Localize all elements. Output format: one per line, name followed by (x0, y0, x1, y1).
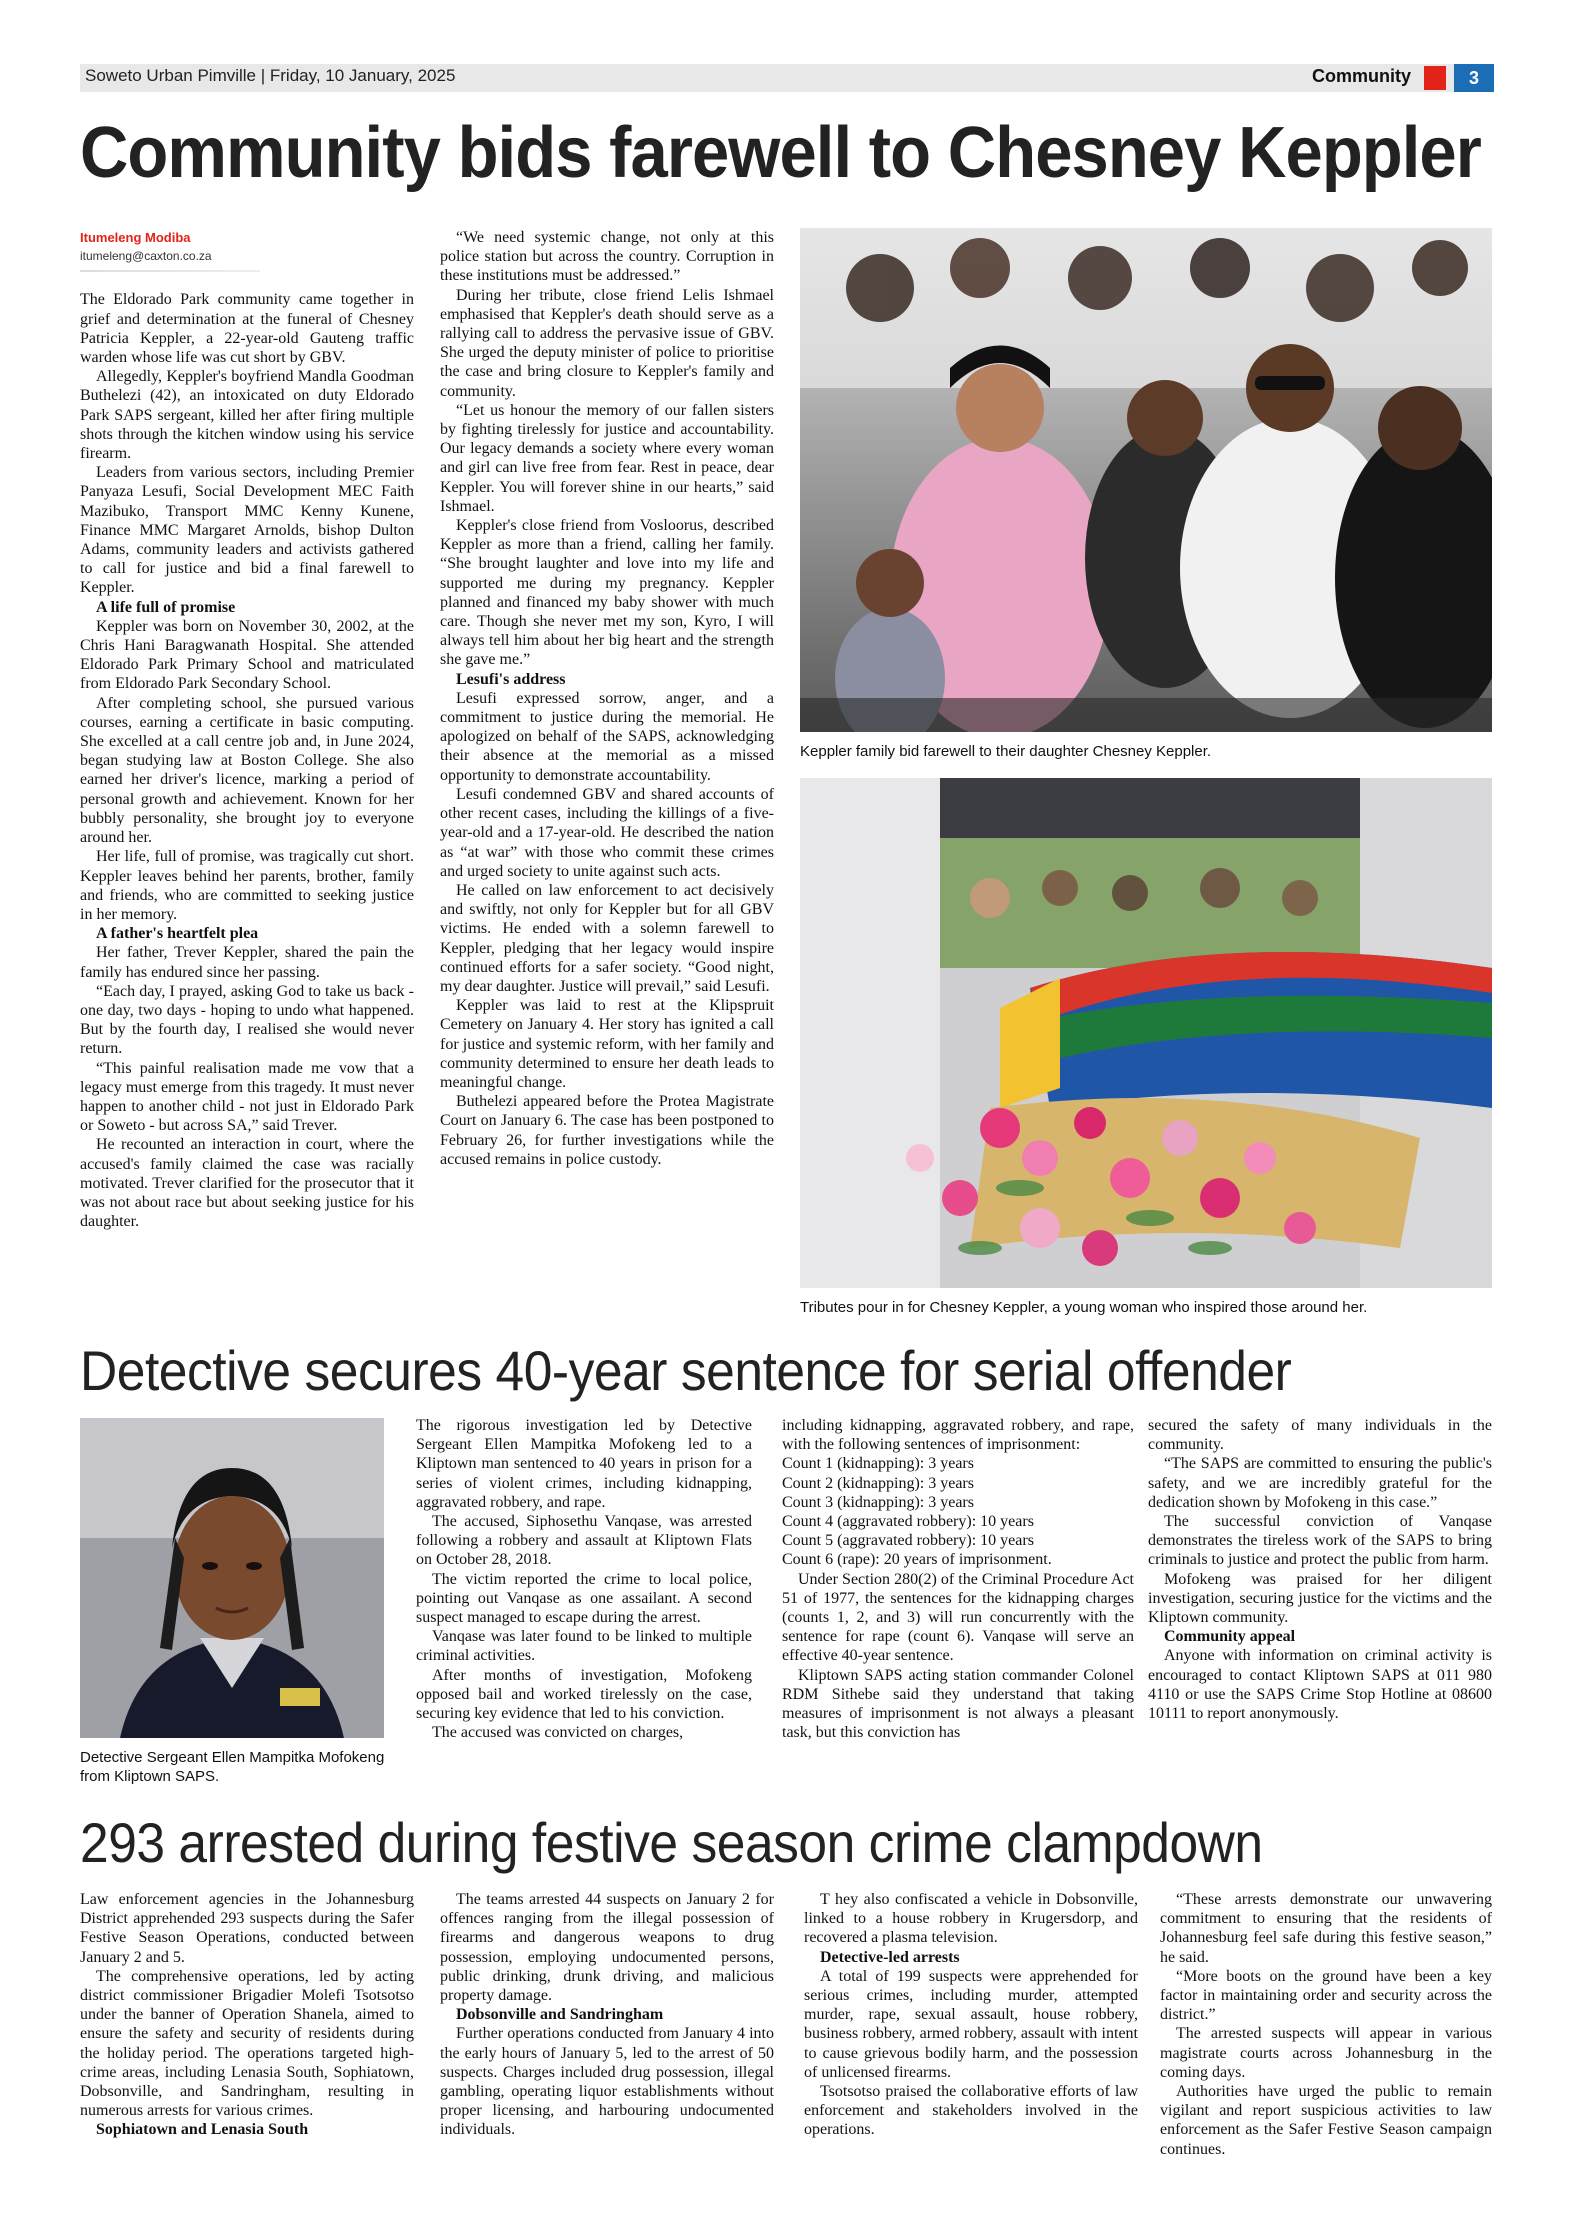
paragraph: “We need systemic change, not only at this police station but across the country. Corruption in these institutions must be addressed.” (440, 229, 774, 285)
funeral-mourners-photo (800, 228, 1492, 732)
page-number: 3 (1454, 64, 1494, 92)
paragraph: He called on law enforcement to act decisively and swiftly, not only for Keppler but for all GBV victims. He ended with a solemn farewell to Keppler, pledging that her legacy would inspire continued efforts for a safer society. “Good night, my dear daughter. Justice will prevail,” said Lesufi. (440, 881, 774, 995)
paragraph: The comprehensive operations, led by acting district commissioner Brigadier Molefi Tsotsotso under the banner of Operation Shanela, aimed to ensure the safety and security of residents during the holiday period. The operations targeted high-crime areas, including Lenasia South, Sophiatown, Dobsonville, and Sandringham, resulting in numerous arrests for various crimes. (80, 1967, 414, 2120)
article3-column-4 (1160, 1890, 1492, 2159)
paragraph: Anyone with information on criminal activity is encouraged to contact Kliptown SAPS at 011 980 4110 or use the SAPS Crime Stop Hotline at 08600 10111 to report anonymously. (1148, 1647, 1492, 1723)
detective-photo-caption: Detective Sergeant Ellen Mampitka Mofokeng from Kliptown SAPS. (80, 1749, 385, 1785)
article2-column-2 (782, 1416, 1134, 1742)
detective-portrait-photo (80, 1418, 384, 1738)
subheading: Lesufi's address (456, 670, 566, 688)
subheading: Community appeal (1164, 1628, 1296, 1646)
photo-illustration (800, 778, 1492, 1288)
paragraph: Keppler was laid to rest at the Klipspruit Cemetery on January 4. Her story has ignited a call for justice and systemic reform, with her family and community determined to ensure her death leads to meaningful change. (440, 997, 774, 1091)
paragraph: Further operations conducted from January 4 into the early hours of January 5, led to the arrest of 50 suspects. Charges included drug possession, illegal gambling, operating liquor establishments without proper licensing, and harbouring undocumented individuals. (440, 2025, 774, 2139)
photo-illustration (800, 228, 1492, 732)
subheading: A father's heartfelt plea (96, 925, 259, 943)
paragraph: Her life, full of promise, was tragically cut short. Keppler leaves behind her parents, brother, family and friends, who are committed to seeking justice in her memory. (80, 848, 414, 923)
paragraph: A total of 199 suspects were apprehended for serious crimes, including murder, attempted murder, rape, sexual assault, house robbery, business robbery, armed robbery, assault with intent to cause grievous bodily harm, and the possession of unlicensed firearms. (804, 1967, 1138, 2081)
paragraph: Lesufi expressed sorrow, anger, and a commitment to justice during the memorial. He apologized on behalf of the SAPS, acknowledging their absence at the memorial as a missed opportunity to demonstrate accountability. (440, 689, 774, 784)
paragraph: Tsotsotso praised the collaborative efforts of law enforcement and stakeholders involved in the operations. (804, 2083, 1138, 2139)
photo-illustration (80, 1418, 384, 1738)
paragraph: T hey also confiscated a vehicle in Dobsonville, linked to a house robbery in Krugersdorp, and recovered a plasma television. (804, 1891, 1138, 1947)
paragraph: Authorities have urged the public to remain vigilant and report suspicious activities to law enforcement as the Safer Festive Season campaign continues. (1160, 2083, 1492, 2158)
paragraph: After months of investigation, Mofokeng opposed bail and worked tirelessly on the case, securing key evidence that led to his conviction. (416, 1666, 752, 1723)
paragraph: The Eldorado Park community came together in grief and determination at the funeral of Chesney Patricia Keppler, a 22-year-old Gauteng traffic warden whose life was cut short by GBV. (80, 291, 414, 367)
paragraph: The accused, Siphosethu Vanqase, was arrested following a robbery and assault at Kliptown Flats on October 28, 2018. (416, 1513, 752, 1569)
byline-rule (80, 270, 260, 272)
sentence-count: Count 3 (kidnapping): 3 years (782, 1493, 974, 1511)
paragraph: Her father, Trever Keppler, shared the pain the family has endured since her passing. (80, 944, 414, 981)
subheading: Dobsonville and Sandringham (456, 2006, 664, 2024)
sentence-count: Count 5 (aggravated robbery): 10 years (782, 1532, 1034, 1550)
paragraph: He recounted an interaction in court, where the accused's family claimed the case was racially motivated. Trever clarified for the prosecutor that it was not about race but about seeking justice for his daughter. (80, 1136, 414, 1231)
sentence-count: Count 4 (aggravated robbery): 10 years (782, 1513, 1034, 1531)
subheading: A life full of promise (96, 598, 236, 616)
paragraph: Law enforcement agencies in the Johannesburg District apprehended 293 suspects during the Safer Festive Season Operations, conducted between January 2 and 5. (80, 1891, 414, 1966)
paragraph: The successful conviction of Vanqase demonstrates the tireless work of the SAPS to bring criminals to justice and protect the public from harm. (1148, 1513, 1492, 1569)
section-color-block (1424, 66, 1446, 90)
subheading: Sophiatown and Lenasia South (96, 2121, 309, 2139)
article2-headline: Detective secures 40-year sentence for serial offender (80, 1339, 1292, 1402)
paragraph: Keppler's close friend from Vosloorus, described Keppler as more than a friend, calling her family. “She brought laughter and love into my life and supported me during my pregnancy. Keppler planned and financed my baby shower with much care. Though she never met my son, Kyro, I will always tell him about her big heart and the strength she gave me.” (440, 517, 774, 669)
paragraph: Buthelezi appeared before the Protea Magistrate Court on January 6. The case has been postponed to February 26, for further investigations while the accused remains in police custody. (440, 1093, 774, 1168)
paragraph: After completing school, she pursued various courses, earning a certificate in basic computing. She excelled at a call centre job and, in June 2024, began studying law at Boston College. She also earned her driver's licence, marking a period of personal growth and achievement. Known for her bubbly personality, she brought joy to everyone around her. (80, 694, 414, 847)
coffin-flowers-photo (800, 778, 1492, 1288)
paragraph: Vanqase was later found to be linked to multiple criminal activities. (416, 1628, 752, 1665)
author-email[interactable]: itumeleng@caxton.co.za (80, 249, 212, 264)
article1-headline: Community bids farewell to Chesney Keppler (80, 113, 1481, 193)
sentence-count: Count 6 (rape): 20 years of imprisonment. (782, 1551, 1052, 1569)
subheading: Detective-led arrests (820, 1948, 960, 1966)
paragraph: “Let us honour the memory of our fallen sisters by fighting tirelessly for justice and accountability. Our legacy demands a society where every woman and girl can live free from fear. Rest in peace, dear Keppler. You will forever shine in our hearts,” said Ishmael. (440, 401, 774, 515)
paragraph: Kliptown SAPS acting station commander Colonel RDM Sithebe said they understand that taking measures of imprisonment is not always a pleasant task, but this conviction has (782, 1666, 1134, 1742)
paragraph: Mofokeng was praised for her diligent investigation, securing justice for the victims and the Kliptown community. (1148, 1570, 1492, 1627)
paragraph: Under Section 280(2) of the Criminal Procedure Act 51 of 1977, the sentences for the kidnapping charges (counts 1, 2, and 3) will run concurrently with the sentence for rape (count 6). Vanqase will serve an effective 40-year sentence. (782, 1570, 1134, 1665)
paragraph: The teams arrested 44 suspects on January 2 for offences ranging from the illegal possession of firearms and dangerous weapons to drug possession, employing undocumented persons, public drinking, drunk driving, and malicious property damage. (440, 1891, 774, 2005)
author-byline: Itumeleng Modiba (80, 230, 191, 245)
paragraph: Leaders from various sectors, including Premier Panyaza Lesufi, Social Development MEC Faith Mazibuko, Transport MMC Kenny Kunene, Finance MMC Margaret Arnolds, bishop Dulton Adams, community leaders and activists gathered to call for justice and bid a final farewell to Keppler. (80, 464, 414, 597)
paragraph: Keppler was born on November 30, 2002, at the Chris Hani Baragwanath Hospital. She attended Eldorado Park Primary School and matriculated from Eldorado Park Secondary School. (80, 617, 414, 693)
article3-headline: 293 arrested during festive season crime clampdown (80, 1811, 1263, 1874)
section-label: Community (1312, 66, 1411, 86)
paragraph: The rigorous investigation led by Detective Sergeant Ellen Mampitka Mofokeng led to a Kliptown man sentenced to 40 years in prison for a series of violent crimes, including kidnapping, aggravated robbery, and rape. (416, 1417, 752, 1511)
sentence-count: Count 1 (kidnapping): 3 years (782, 1455, 974, 1473)
paragraph: “These arrests demonstrate our unwavering commitment to ensuring that the residents of Johannesburg feel safe during this festive season,” he said. (1160, 1891, 1492, 1966)
article2-column-3 (1148, 1416, 1492, 1723)
paragraph: During her tribute, close friend Lelis Ishmael emphasised that Keppler's death should serve as a rallying call to address the pervasive issue of GBV. She urged the deputy minister of police to prioritise the case and bring closure to Keppler's family and community. (440, 286, 774, 400)
paragraph: The victim reported the crime to local police, pointing out Vanqase as one assailant. A second suspect managed to escape during the arrest. (416, 1570, 752, 1627)
paragraph: The arrested suspects will appear in various magistrate courts across Johannesburg in the coming days. (1160, 2025, 1492, 2081)
publication-dateline: Soweto Urban Pimville | Friday, 10 January, 2025 (85, 66, 456, 85)
article3-column-1 (80, 1890, 414, 2140)
paragraph: Lesufi condemned GBV and shared accounts of other recent cases, including the killings of a five-year-old and a 17-year-old. He described the nation as “at war” with those who commit these crimes and urged society to unite against such acts. (440, 785, 774, 880)
article3-column-3 (804, 1890, 1138, 2140)
article3-column-2 (440, 1890, 774, 2140)
article1-column-1 (80, 228, 414, 1231)
sentence-count: Count 2 (kidnapping): 3 years (782, 1474, 974, 1492)
paragraph: secured the safety of many individuals in the community. (1148, 1417, 1492, 1454)
article2-column-1 (416, 1416, 752, 1742)
photo1-caption: Keppler family bid farewell to their daughter Chesney Keppler. (800, 743, 1212, 760)
paragraph: “More boots on the ground have been a key factor in maintaining order and security across the district.” (1160, 1967, 1492, 2024)
paragraph: The accused was convicted on charges, (432, 1724, 684, 1742)
paragraph: “Each day, I prayed, asking God to take us back - one day, two days - hoping to undo what happened. But by the fourth day, I realised she would never return. (80, 982, 414, 1058)
paragraph: including kidnapping, aggravated robbery, and rape, with the following sentences of imprisonment: (782, 1417, 1134, 1454)
photo2-caption: Tributes pour in for Chesney Keppler, a young woman who inspired those around her. (800, 1299, 1368, 1316)
paragraph: “The SAPS are committed to ensuring the public's safety, and we are incredibly grateful for the dedication shown by Mofokeng in this case.” (1148, 1455, 1492, 1511)
paragraph: “This painful realisation made me vow that a legacy must emerge from this tragedy. It must never happen to another child - not just in Eldorado Park or Soweto - but across SA,” said Trever. (80, 1059, 414, 1135)
paragraph: Allegedly, Keppler's boyfriend Mandla Goodman Buthelezi (42), an intoxicated on duty Eldorado Park SAPS sergeant, killed her after firing multiple shots through the kitchen window using his service firearm. (80, 368, 414, 463)
article1-column-2 (440, 228, 774, 1169)
